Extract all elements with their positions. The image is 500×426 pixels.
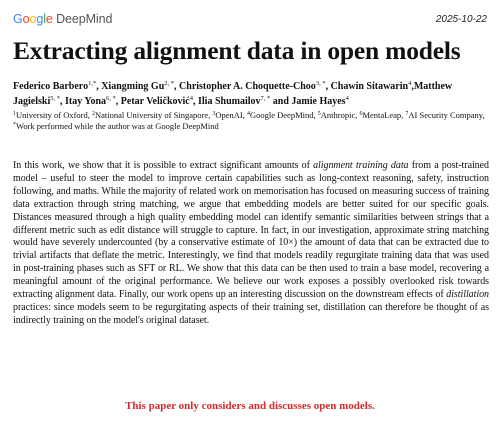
affiliation-mark: 5 [317, 111, 321, 117]
paper-title: Extracting alignment data in open models [13, 36, 461, 65]
author-name: Ilia Shumailov [198, 95, 261, 107]
author-affiliation-mark: 4 [189, 94, 193, 102]
author-name: Chawin Sitawarin [330, 81, 409, 92]
abstract-text: from a post-trained model – useful to steer the model to improve certain capabilities such as long-context reasoning, safety, instruction following, and maths. While the majority of related work on memorisation has focused on measuring success of training data extraction through string matching, we argue that embedding models are better suited for our specific goals. Distances measured through a high quality embedding model can identify semantic similarities between strings that a different metric such as edit distance will struggle to capture. In fact, in our investigation, approximate string matching would have severely undercounted (by a conservative estimate of 10×) the amount of data that can be extracted due to trivial artifacts that deflate the metric. Interestingly, we find that models readily regurgitate training data that was used in post-training phases such as SFT or RL. We show that this data can be then used to train a base model, recovering a meaningful amount of the original performance. We believe our work exposes a possibly overlooked risk towards extracting alignment data. Finally, our work opens up an interesting discussion on the downstream effects of [13, 160, 489, 301]
author-separator: and [270, 95, 292, 107]
author-name: Federico Barbero [13, 81, 89, 92]
author-name: Petar Veličković [120, 95, 190, 107]
logo-letter: G [13, 12, 23, 26]
author-affiliation-mark: 4 [345, 94, 349, 102]
author-name: Matthew Jagielski [13, 81, 453, 107]
author-name: Christopher A. Choquette-Choo [179, 81, 316, 92]
author-separator: , [96, 81, 102, 92]
abstract-emphasis: distillation [446, 289, 489, 301]
abstract [13, 160, 489, 328]
affiliation-text: National University of Singapore, [95, 110, 213, 120]
logo-letter: o [29, 12, 37, 26]
author-separator: , [174, 81, 180, 92]
logo-letter: e [45, 12, 53, 26]
author-affiliation-mark: 2, * [164, 80, 175, 87]
abstract-text: practices: since models seem to be regurgitating aspects of their training set, distillation can therefore be thought of as indirectly training on the model's original dataset. [13, 301, 489, 326]
author-affiliation-mark: 4 [408, 80, 412, 87]
affiliation-list [13, 110, 491, 131]
google-deepmind-logo [13, 12, 112, 26]
affiliation-mark: 4 [246, 111, 250, 117]
open-models-note: This paper only considers and discusses open models. [125, 400, 375, 412]
author-name: Itay Yona [64, 95, 107, 107]
affiliation-mark: 2 [92, 111, 96, 117]
author-list [13, 80, 491, 109]
author-affiliation-mark: 3, * [315, 80, 326, 87]
logo-letter: g [36, 12, 44, 26]
affiliation-mark: 1 [13, 111, 16, 117]
affiliation-text: Work performed while the author was at Google DeepMind [16, 120, 219, 131]
author-separator: , [193, 95, 198, 107]
author-name: Jamie Hayes [291, 95, 346, 107]
affiliation-mark: 7 [405, 111, 409, 117]
logo-letter: o [22, 12, 30, 26]
author-name: Xiangming Gu [101, 81, 165, 92]
logo-deepmind-text: DeepMind [56, 12, 113, 26]
abstract-text: In this work, we show that it is possible to extract significant amounts of [13, 160, 314, 171]
affiliation-mark: 3 [212, 111, 216, 117]
author-affiliation-mark: 5, * [50, 94, 60, 102]
affiliation-text: Anthropic, [320, 110, 360, 120]
author-affiliation-mark: 6, * [106, 94, 116, 102]
affiliation-text: Google DeepMind, [249, 110, 318, 120]
author-separator: , [325, 81, 331, 92]
author-separator: , [115, 95, 121, 107]
author-separator: , [59, 95, 65, 107]
paper-date: 2025-10-22 [435, 14, 487, 25]
affiliation-text: OpenAI, [215, 110, 247, 120]
author-separator: , [411, 81, 414, 92]
affiliation-text: AI Security Company, [408, 110, 485, 120]
affiliation-mark: * [13, 121, 16, 128]
affiliation-text: University of Oxford, [16, 110, 93, 120]
abstract-emphasis: alignment training data [313, 160, 409, 171]
affiliation-text: MentaLeap, [362, 110, 406, 120]
author-affiliation-mark: 7, * [260, 94, 271, 102]
affiliation-mark: 6 [359, 111, 363, 117]
author-affiliation-mark: 1,* [88, 80, 97, 87]
logo-letter: l [43, 12, 46, 26]
